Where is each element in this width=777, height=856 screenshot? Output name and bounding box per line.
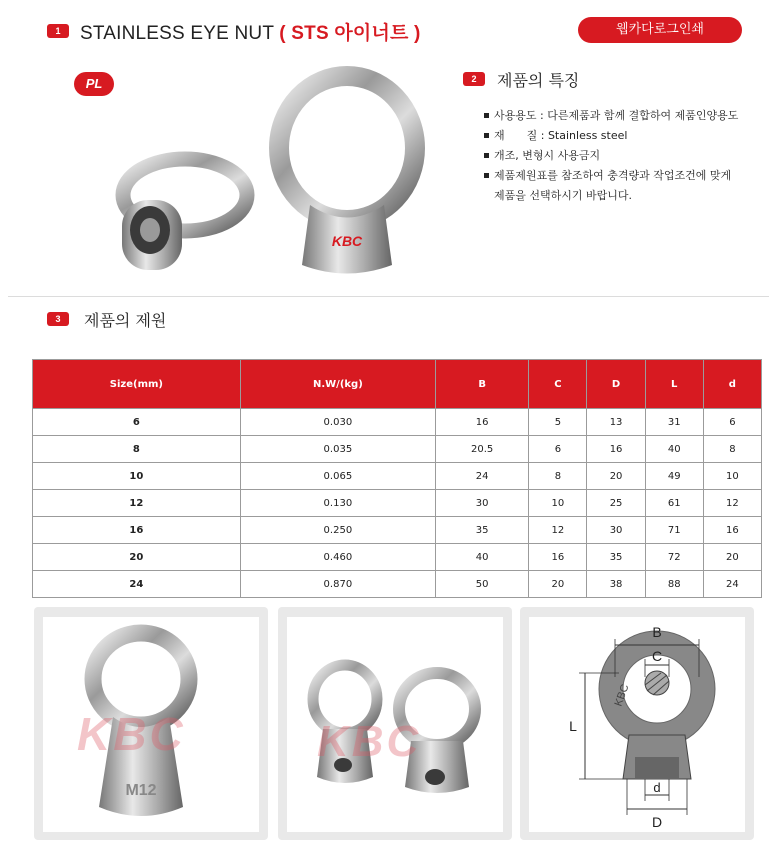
dimension-diagram bbox=[529, 617, 745, 832]
photo-panel-single bbox=[34, 607, 268, 840]
table-row: 20 0.460 40 16 35 72 20 bbox=[33, 544, 762, 571]
feature-item: 사용용도 : 다른제품과 함께 결합하여 제품인양용도 bbox=[484, 106, 769, 126]
section-divider bbox=[8, 296, 769, 297]
dim-label-d-big: D bbox=[651, 814, 663, 830]
section-3-badge: 3 bbox=[47, 312, 69, 326]
photo-panel-diagram bbox=[520, 607, 754, 840]
table-row: 8 0.035 20.5 6 16 40 8 bbox=[33, 436, 762, 463]
spec-table bbox=[32, 359, 762, 598]
col-b: B bbox=[435, 360, 528, 409]
feature-item: 재 질 : Stainless steel bbox=[484, 126, 769, 146]
large-eye-nut-mark: KBC bbox=[331, 233, 363, 249]
col-weight: N.W/(kg) bbox=[240, 360, 435, 409]
table-row: 12 0.130 30 10 25 61 12 bbox=[33, 490, 762, 517]
dim-label-d-small: d bbox=[653, 780, 661, 795]
col-size: Size(mm) bbox=[33, 360, 241, 409]
diagram-ring-mark: KBC bbox=[612, 682, 632, 709]
table-row: 16 0.250 35 12 30 71 16 bbox=[33, 517, 762, 544]
feature-item: 개조, 변형시 사용금지 bbox=[484, 146, 769, 166]
features-list bbox=[484, 106, 769, 206]
kbc-watermark: KBC bbox=[77, 708, 186, 760]
product-photo bbox=[110, 60, 450, 290]
col-d-upper: D bbox=[587, 360, 645, 409]
title-korean: ( STS 아이너트 ) bbox=[279, 23, 421, 44]
features-title: 제품의 특징 bbox=[497, 71, 580, 90]
dim-label-c: C bbox=[651, 648, 663, 664]
col-c: C bbox=[529, 360, 587, 409]
catalog-print-button[interactable]: 웹카다로그인쇄 bbox=[578, 17, 742, 43]
dim-label-b: B bbox=[652, 624, 662, 640]
table-row: 6 0.030 16 5 13 31 6 bbox=[33, 409, 762, 436]
page-title bbox=[80, 18, 421, 45]
table-row: 24 0.870 50 20 38 88 24 bbox=[33, 571, 762, 598]
spec-table-header bbox=[33, 360, 762, 409]
feature-item-continuation: 제품을 선택하시기 바랍니다. bbox=[494, 189, 633, 202]
feature-item: 제품제원표를 참조하여 충격량과 작업조건에 맞게 제품을 선택하시기 바랍니다. bbox=[484, 166, 769, 206]
engraving-text: M12 bbox=[125, 782, 157, 799]
section-2-badge: 2 bbox=[463, 72, 485, 86]
col-d-lower: d bbox=[703, 360, 761, 409]
section-1-badge: 1 bbox=[47, 24, 69, 38]
pl-logo: PL bbox=[74, 72, 114, 96]
table-row: 10 0.065 24 8 20 49 10 bbox=[33, 463, 762, 490]
specs-title: 제품의 제원 bbox=[84, 311, 167, 330]
col-l: L bbox=[645, 360, 703, 409]
title-main: STAINLESS EYE NUT bbox=[80, 23, 280, 44]
dim-label-l: L bbox=[569, 718, 577, 734]
photo-panel-pair bbox=[278, 607, 512, 840]
large-eye-nut-ring bbox=[279, 76, 415, 220]
kbc-watermark: KBC bbox=[317, 717, 422, 766]
